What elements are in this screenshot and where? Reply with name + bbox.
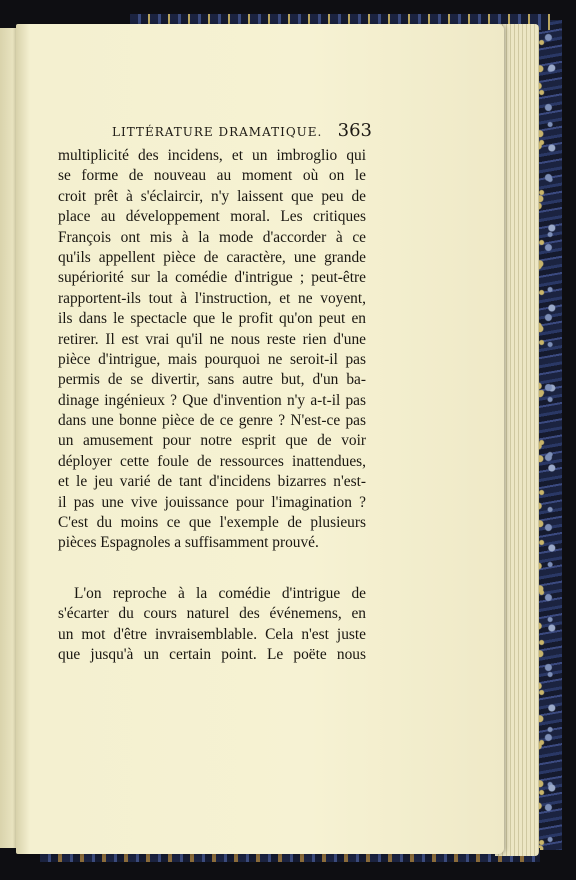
text-line: un amusement pour notre esprit que de voir [58,432,366,450]
page-header [112,120,372,141]
text-line: supériorité sur la comédie d'intrigue ; peut-être [58,269,366,287]
text-line: croit prêt à s'éclaircir, n'y laissent que peu de [58,187,366,205]
text-line: il pas une vive jouissance pour l'imagination ? [58,493,366,511]
text-line: dans une bonne pièce de ce genre ? N'est-ce pas [58,412,366,430]
text-line: C'est du moins ce que l'exemple de plusieurs [58,514,366,532]
text-line: rapportent-ils tout à l'instruction, et ne voyent, [58,289,366,307]
paragraph-1 [58,146,366,554]
paragraph-gap [58,554,366,584]
text-line: ils dans le spectacle que le profit qu'on peut en [58,310,366,328]
text-line: déployer cette foule de ressources inattendues, [58,452,366,470]
text-line: qu'ils appellent pièce de caractère, une grande [58,248,366,266]
text-line: permis de se divertir, sans autre but, d'un ba- [58,371,366,389]
text-line: pièces Espagnoles a suffisamment prouvé. [58,534,319,552]
text-line: retirer. Il est vrai qu'il ne nous reste rien d'une [58,330,366,348]
paragraph-2 [58,584,366,666]
text-line: place au développement moral. Les critiques [58,208,366,226]
text-line: s'écarter du cours naturel des événemens, en [58,605,366,623]
text-line: François ont mis à la mode d'accorder à ce [58,228,366,246]
body-text [58,146,366,665]
text-line: dinage ingénieux ? Que d'invention n'y a-t-il pas [58,391,366,409]
running-head: LITTÉRATURE DRAMATIQUE. [112,125,323,139]
text-line: se forme de nouveau au moment où on le [58,167,366,185]
text-line: que jusqu'à un certain point. Le poëte nous [58,645,366,663]
text-line: un mot d'être invraisemblable. Cela n'est juste [58,625,366,643]
page-number: 363 [337,120,372,141]
text-line: L'on reproche à la comédie d'intrigue de [74,584,366,602]
text-line: multiplicité des incidens, et un imbroglio qui [58,147,366,164]
text-line: et le jeu varié de tant d'incidens bizarres n'est- [58,473,366,491]
text-line: pièce d'intrigue, mais pourquoi ne seroit-il pas [58,350,366,368]
